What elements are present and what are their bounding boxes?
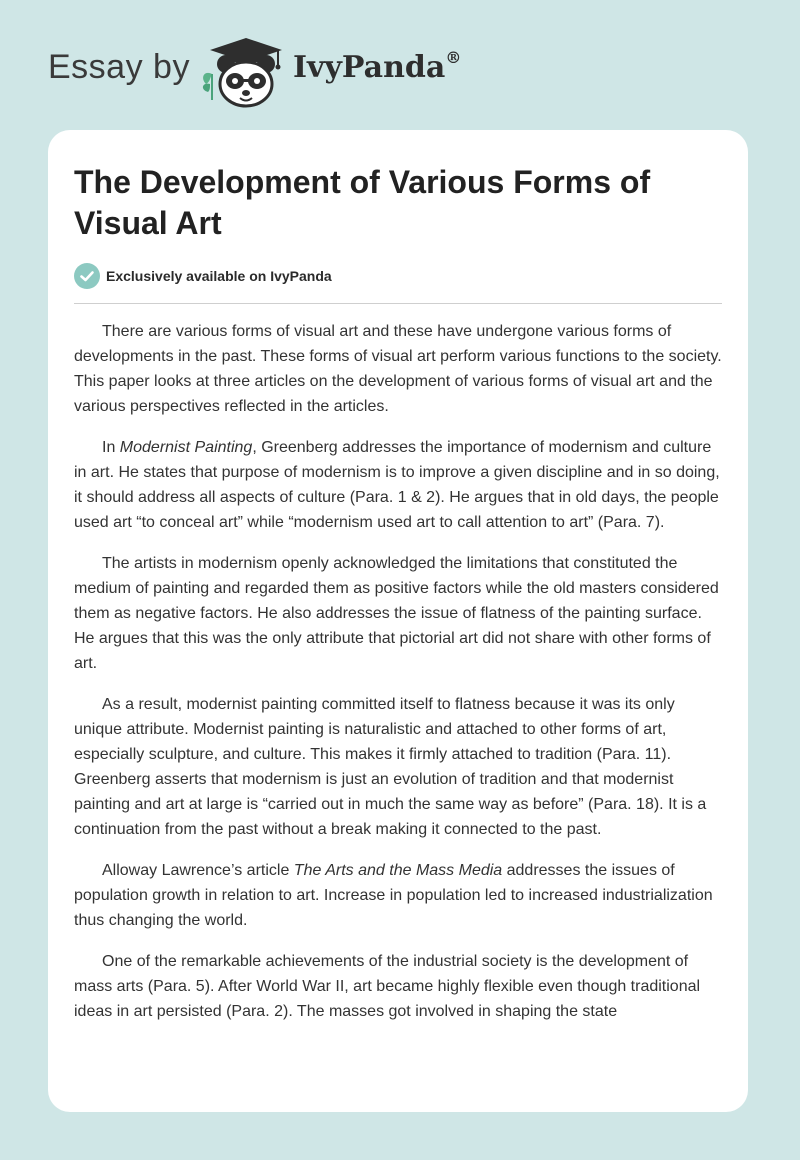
- paragraph-2: [74, 435, 724, 535]
- checkmark-icon: [74, 263, 100, 289]
- essay-by-label: Essay by: [48, 48, 190, 86]
- site-header: [48, 30, 748, 110]
- registered-mark: ®: [445, 48, 462, 67]
- paragraph-6: One of the remarkable achievements of the industrial society is the development of mass arts (Para. 5). After World War II, art became highly flexible even though traditional ideas in art persisted (Para. 2). The masses got involved in shaping the state: [74, 953, 701, 1020]
- panda-logo-icon[interactable]: [198, 34, 286, 110]
- essay-title: The Development of Various Forms of Visual Art: [74, 164, 651, 241]
- brand-text: IvyPanda: [293, 50, 446, 85]
- exclusive-badge-text: Exclusively available on IvyPanda: [106, 268, 332, 284]
- paragraph-4: As a result, modernist painting committed itself to flatness because it was its only unique attribute. Modernist painting is naturalistic and attached to other forms of art, especially sculpture, and culture. This makes it firmly attached to tradition (Para. 11). Greenberg asserts that modernism is just an evolution of tradition and that modernist painting and art at large is “carried out in much the same way as before” (Para. 18). It is a continuation from the past without a break making it connected to the past.: [74, 696, 707, 838]
- paragraph-5-text: addresses the issues of population growth in relation to art. Increase in population led to increased industrialization thus changing the world.: [74, 862, 713, 929]
- divider: [74, 303, 722, 304]
- cited-work-title: The Arts and the Mass Media: [293, 862, 503, 879]
- essay-body: [74, 319, 724, 1040]
- brand-name[interactable]: [293, 50, 461, 85]
- paragraph-2-text: , Greenberg addresses the importance of modernism and culture in art. He states that purpose of modernism is to improve a given discipline and in so doing, it should address all aspects of culture (Para. 1 & 2). He argues that in old days, the people used art “to conceal art” while “modernism used art to call attention to art” (Para. 7).: [74, 439, 720, 531]
- paragraph-2-intro: In: [102, 439, 120, 456]
- essay-card: [48, 130, 748, 1112]
- cited-work-title: Modernist Painting: [119, 439, 253, 456]
- paragraph-3: The artists in modernism openly acknowledged the limitations that constituted the medium of painting and regarded them as positive factors while the old masters considered them as negative factors. He also addresses the issue of flatness of the painting surface. He argues that this was the only attribute that pictorial art did not share with other forms of art.: [74, 555, 719, 672]
- paragraph-1: There are various forms of visual art and these have undergone various forms of developments in the past. These forms of visual art perform various functions to the society. This paper looks at three articles on the development of various forms of visual art and the various perspectives reflected in the articles.: [74, 323, 722, 415]
- paragraph-5: [74, 858, 724, 933]
- paragraph-5-intro: Alloway Lawrence’s article: [102, 862, 294, 879]
